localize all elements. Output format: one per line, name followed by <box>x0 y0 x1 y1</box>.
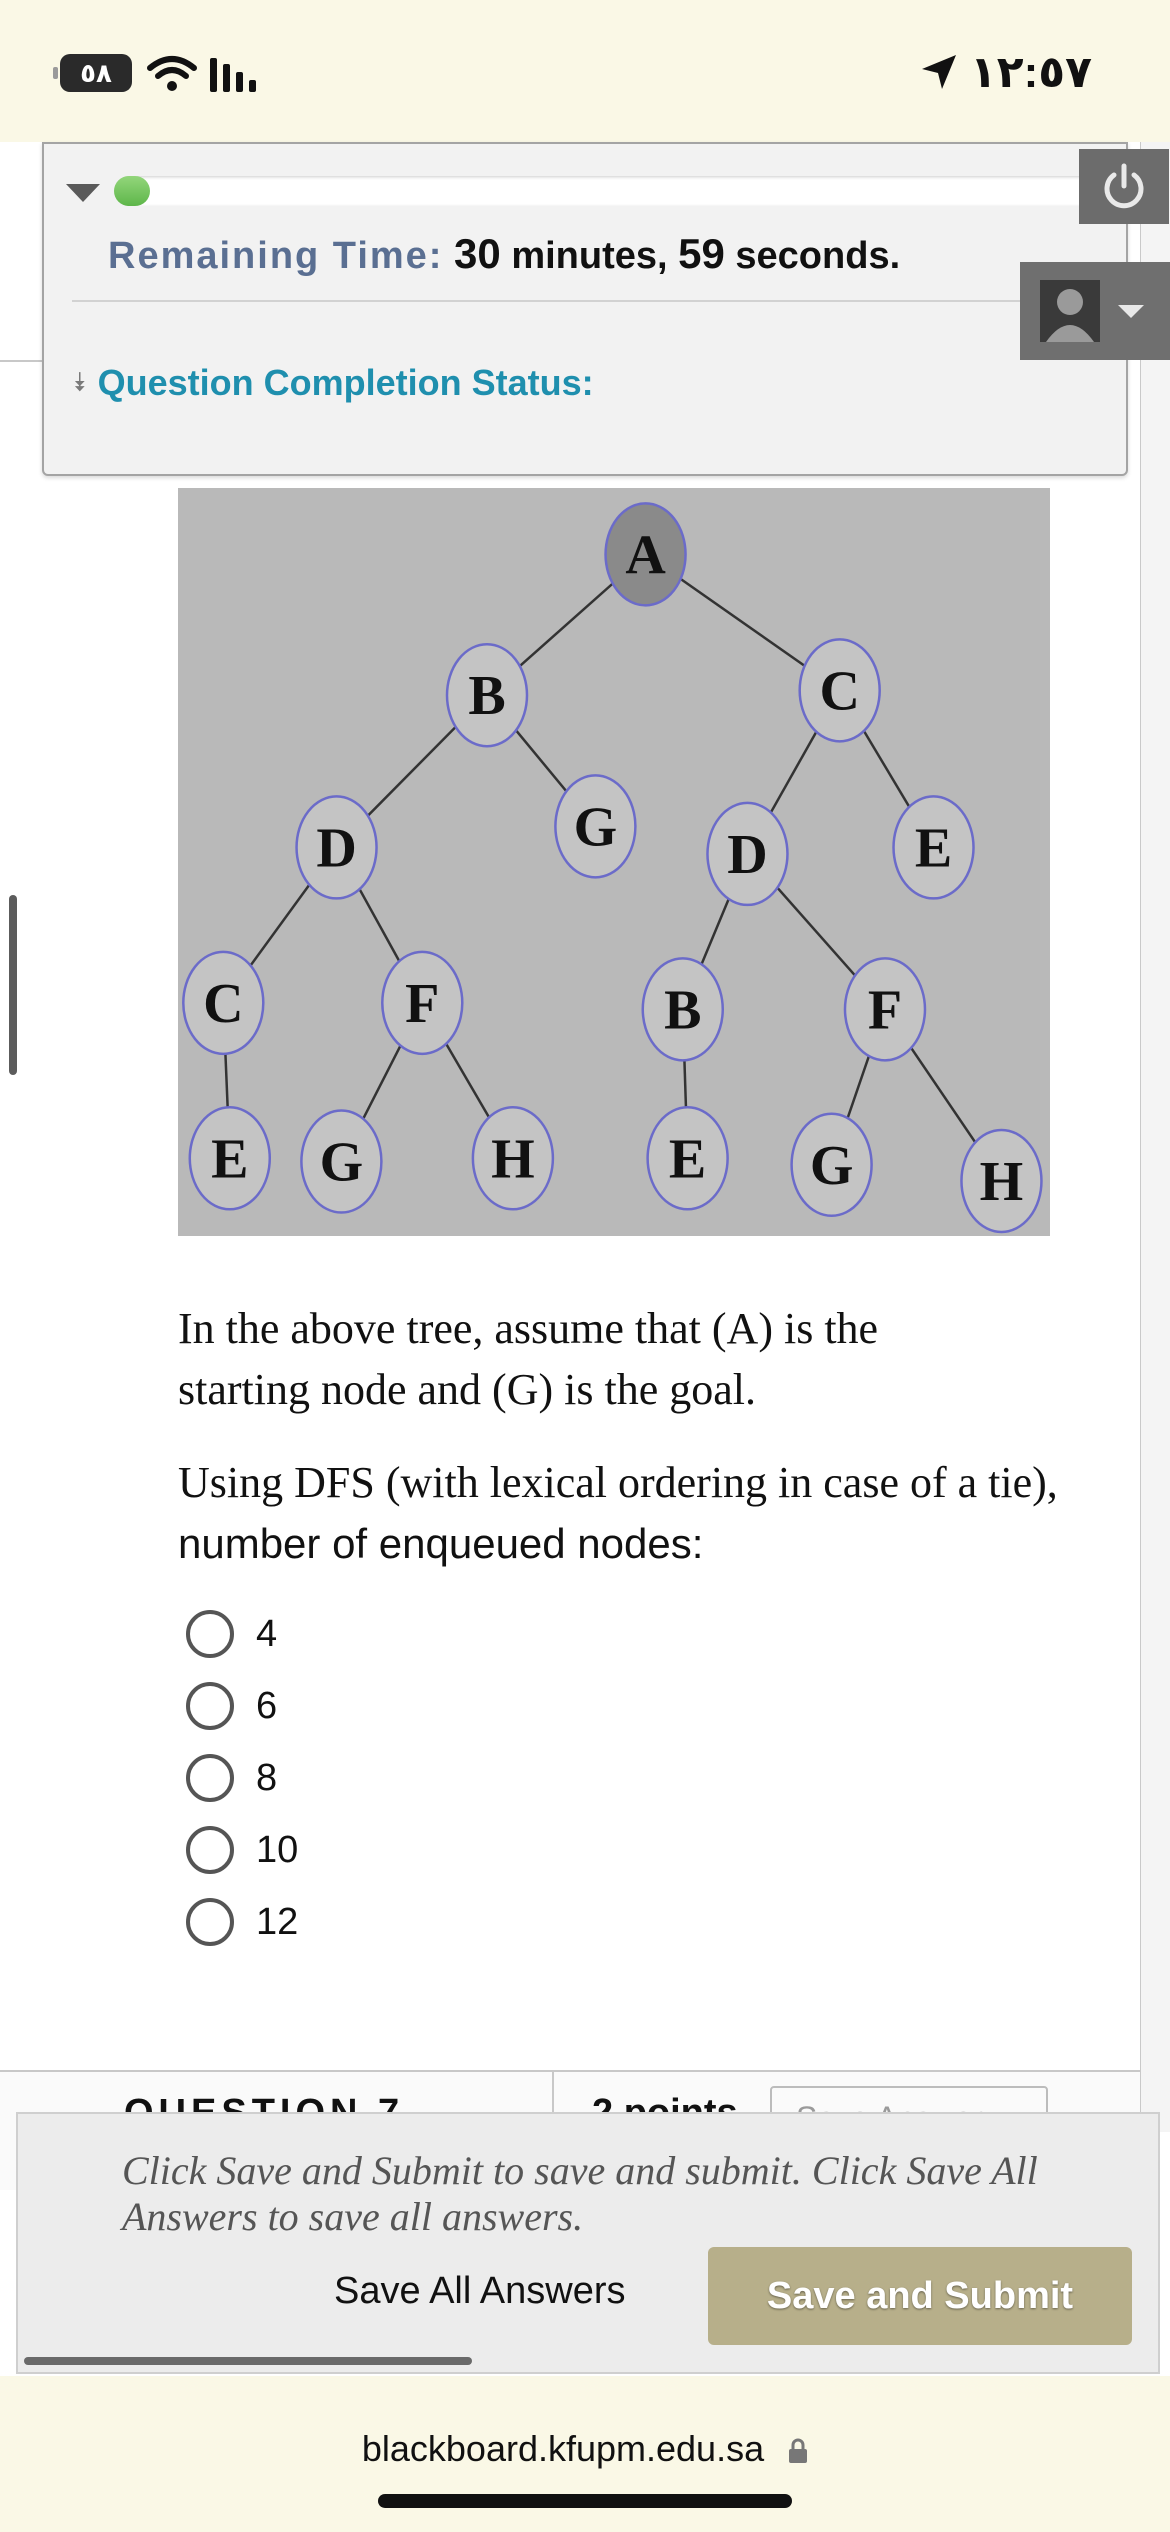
tree-node <box>382 952 462 1054</box>
tree-node-label: C <box>819 660 860 723</box>
question-line-2-serif: Using DFS (with lexical ordering in case of a tie), <box>178 1458 1058 1507</box>
submit-instructions: Click Save and Submit to save and submit. Click Save All Answers to save all answers. <box>122 2148 1038 2239</box>
tree-node-label: B <box>664 979 702 1042</box>
minutes-word: minutes, <box>511 235 668 277</box>
tree-node-label: D <box>316 817 357 880</box>
tree-node <box>707 803 787 905</box>
vertical-scrollbar[interactable] <box>9 895 17 1075</box>
time-progress-fill <box>114 176 150 206</box>
user-menu-button[interactable] <box>1020 262 1170 360</box>
tree-node <box>800 639 880 741</box>
question-completion-label: Question Completion Status: <box>97 362 594 403</box>
tree-node <box>473 1107 553 1209</box>
tree-node-label: C <box>203 972 244 1035</box>
option-label: 10 <box>256 1828 299 1871</box>
location-arrow-icon <box>920 53 958 91</box>
collapse-caret-icon[interactable] <box>66 184 100 202</box>
tree-node <box>606 503 686 605</box>
radio-button[interactable] <box>186 1610 234 1658</box>
tree-node-label: F <box>867 979 903 1042</box>
tree-node-label: G <box>573 796 618 859</box>
horizontal-scrollbar[interactable] <box>24 2357 472 2365</box>
tree-node <box>792 1114 872 1216</box>
submit-bar <box>16 2112 1160 2374</box>
tree-node <box>447 644 527 746</box>
tree-node <box>190 1107 270 1209</box>
question-completion-toggle[interactable] <box>72 362 594 404</box>
clock: ١٢:٥٧ <box>969 47 1092 97</box>
question-line-2-sans: number of enqueued nodes: <box>178 1520 704 1567</box>
tree-node <box>894 796 974 898</box>
time-progress-bar <box>114 176 1106 206</box>
tree-node-label: F <box>405 972 440 1035</box>
question-text-1 <box>178 1298 878 1420</box>
remaining-time-label: Remaining Time: <box>108 235 444 277</box>
question-text-2 <box>178 1452 1058 1574</box>
tree-node-label: H <box>979 1150 1024 1213</box>
seconds-word: seconds. <box>735 235 901 277</box>
save-and-submit-button[interactable]: Save and Submit <box>708 2247 1132 2345</box>
search-tree-figure <box>178 488 1050 1236</box>
option-label: 6 <box>256 1684 278 1727</box>
lock-icon <box>788 2438 808 2464</box>
power-icon <box>1099 162 1149 212</box>
option-label: 12 <box>256 1900 299 1943</box>
tree-node-label: E <box>668 1128 707 1191</box>
tree-node-label: E <box>914 817 953 880</box>
option-8[interactable] <box>186 1754 277 1802</box>
wifi-icon <box>146 54 198 94</box>
option-label: 8 <box>256 1756 278 1799</box>
radio-button[interactable] <box>186 1898 234 1946</box>
remaining-time <box>108 230 900 278</box>
tree-node-label: A <box>625 524 666 587</box>
double-chevron-down-icon: ⯯ <box>72 367 88 397</box>
signal-icon <box>210 56 266 92</box>
option-6[interactable] <box>186 1682 277 1730</box>
question-line-1b: starting node and (G) is the goal. <box>178 1365 756 1414</box>
home-indicator[interactable] <box>378 2494 792 2508</box>
tree-node <box>555 775 635 877</box>
browser-address-bar[interactable] <box>0 2376 1170 2532</box>
remaining-seconds: 59 <box>678 230 725 277</box>
tree-node-label: G <box>809 1134 854 1197</box>
option-4[interactable] <box>186 1610 277 1658</box>
remaining-minutes: 30 <box>454 230 501 277</box>
status-bar <box>0 0 1170 142</box>
tree-node-label: D <box>727 823 768 886</box>
tree-node <box>183 952 263 1054</box>
left-divider <box>0 360 44 362</box>
option-10[interactable] <box>186 1826 298 1874</box>
url-text: blackboard.kfupm.edu.sa <box>361 2428 765 2469</box>
option-12[interactable] <box>186 1898 298 1946</box>
save-all-answers-button[interactable]: Save All Answers <box>334 2270 626 2312</box>
question-line-1: In the above tree, assume that (A) is the <box>178 1304 879 1353</box>
panel-divider <box>72 300 1102 302</box>
tree-node-label: H <box>491 1128 535 1191</box>
tree-node <box>301 1111 381 1213</box>
radio-button[interactable] <box>186 1682 234 1730</box>
chevron-down-icon <box>1118 305 1144 318</box>
tree-node <box>845 958 925 1060</box>
power-button[interactable] <box>1079 149 1169 224</box>
tree-node <box>297 796 377 898</box>
tree-node <box>648 1107 728 1209</box>
radio-button[interactable] <box>186 1754 234 1802</box>
tree-node-label: B <box>468 665 506 728</box>
tree-node-label: E <box>211 1128 249 1191</box>
tree-node <box>643 958 723 1060</box>
tree-node <box>961 1130 1041 1232</box>
option-label: 4 <box>256 1612 278 1655</box>
battery-icon <box>60 54 132 92</box>
radio-button[interactable] <box>186 1826 234 1874</box>
tree-node-label: G <box>319 1131 364 1194</box>
page-edge <box>1140 142 1170 2132</box>
user-avatar-icon <box>1040 280 1100 342</box>
timer-panel <box>42 142 1128 476</box>
battery-level: ٥٨ <box>80 58 112 88</box>
